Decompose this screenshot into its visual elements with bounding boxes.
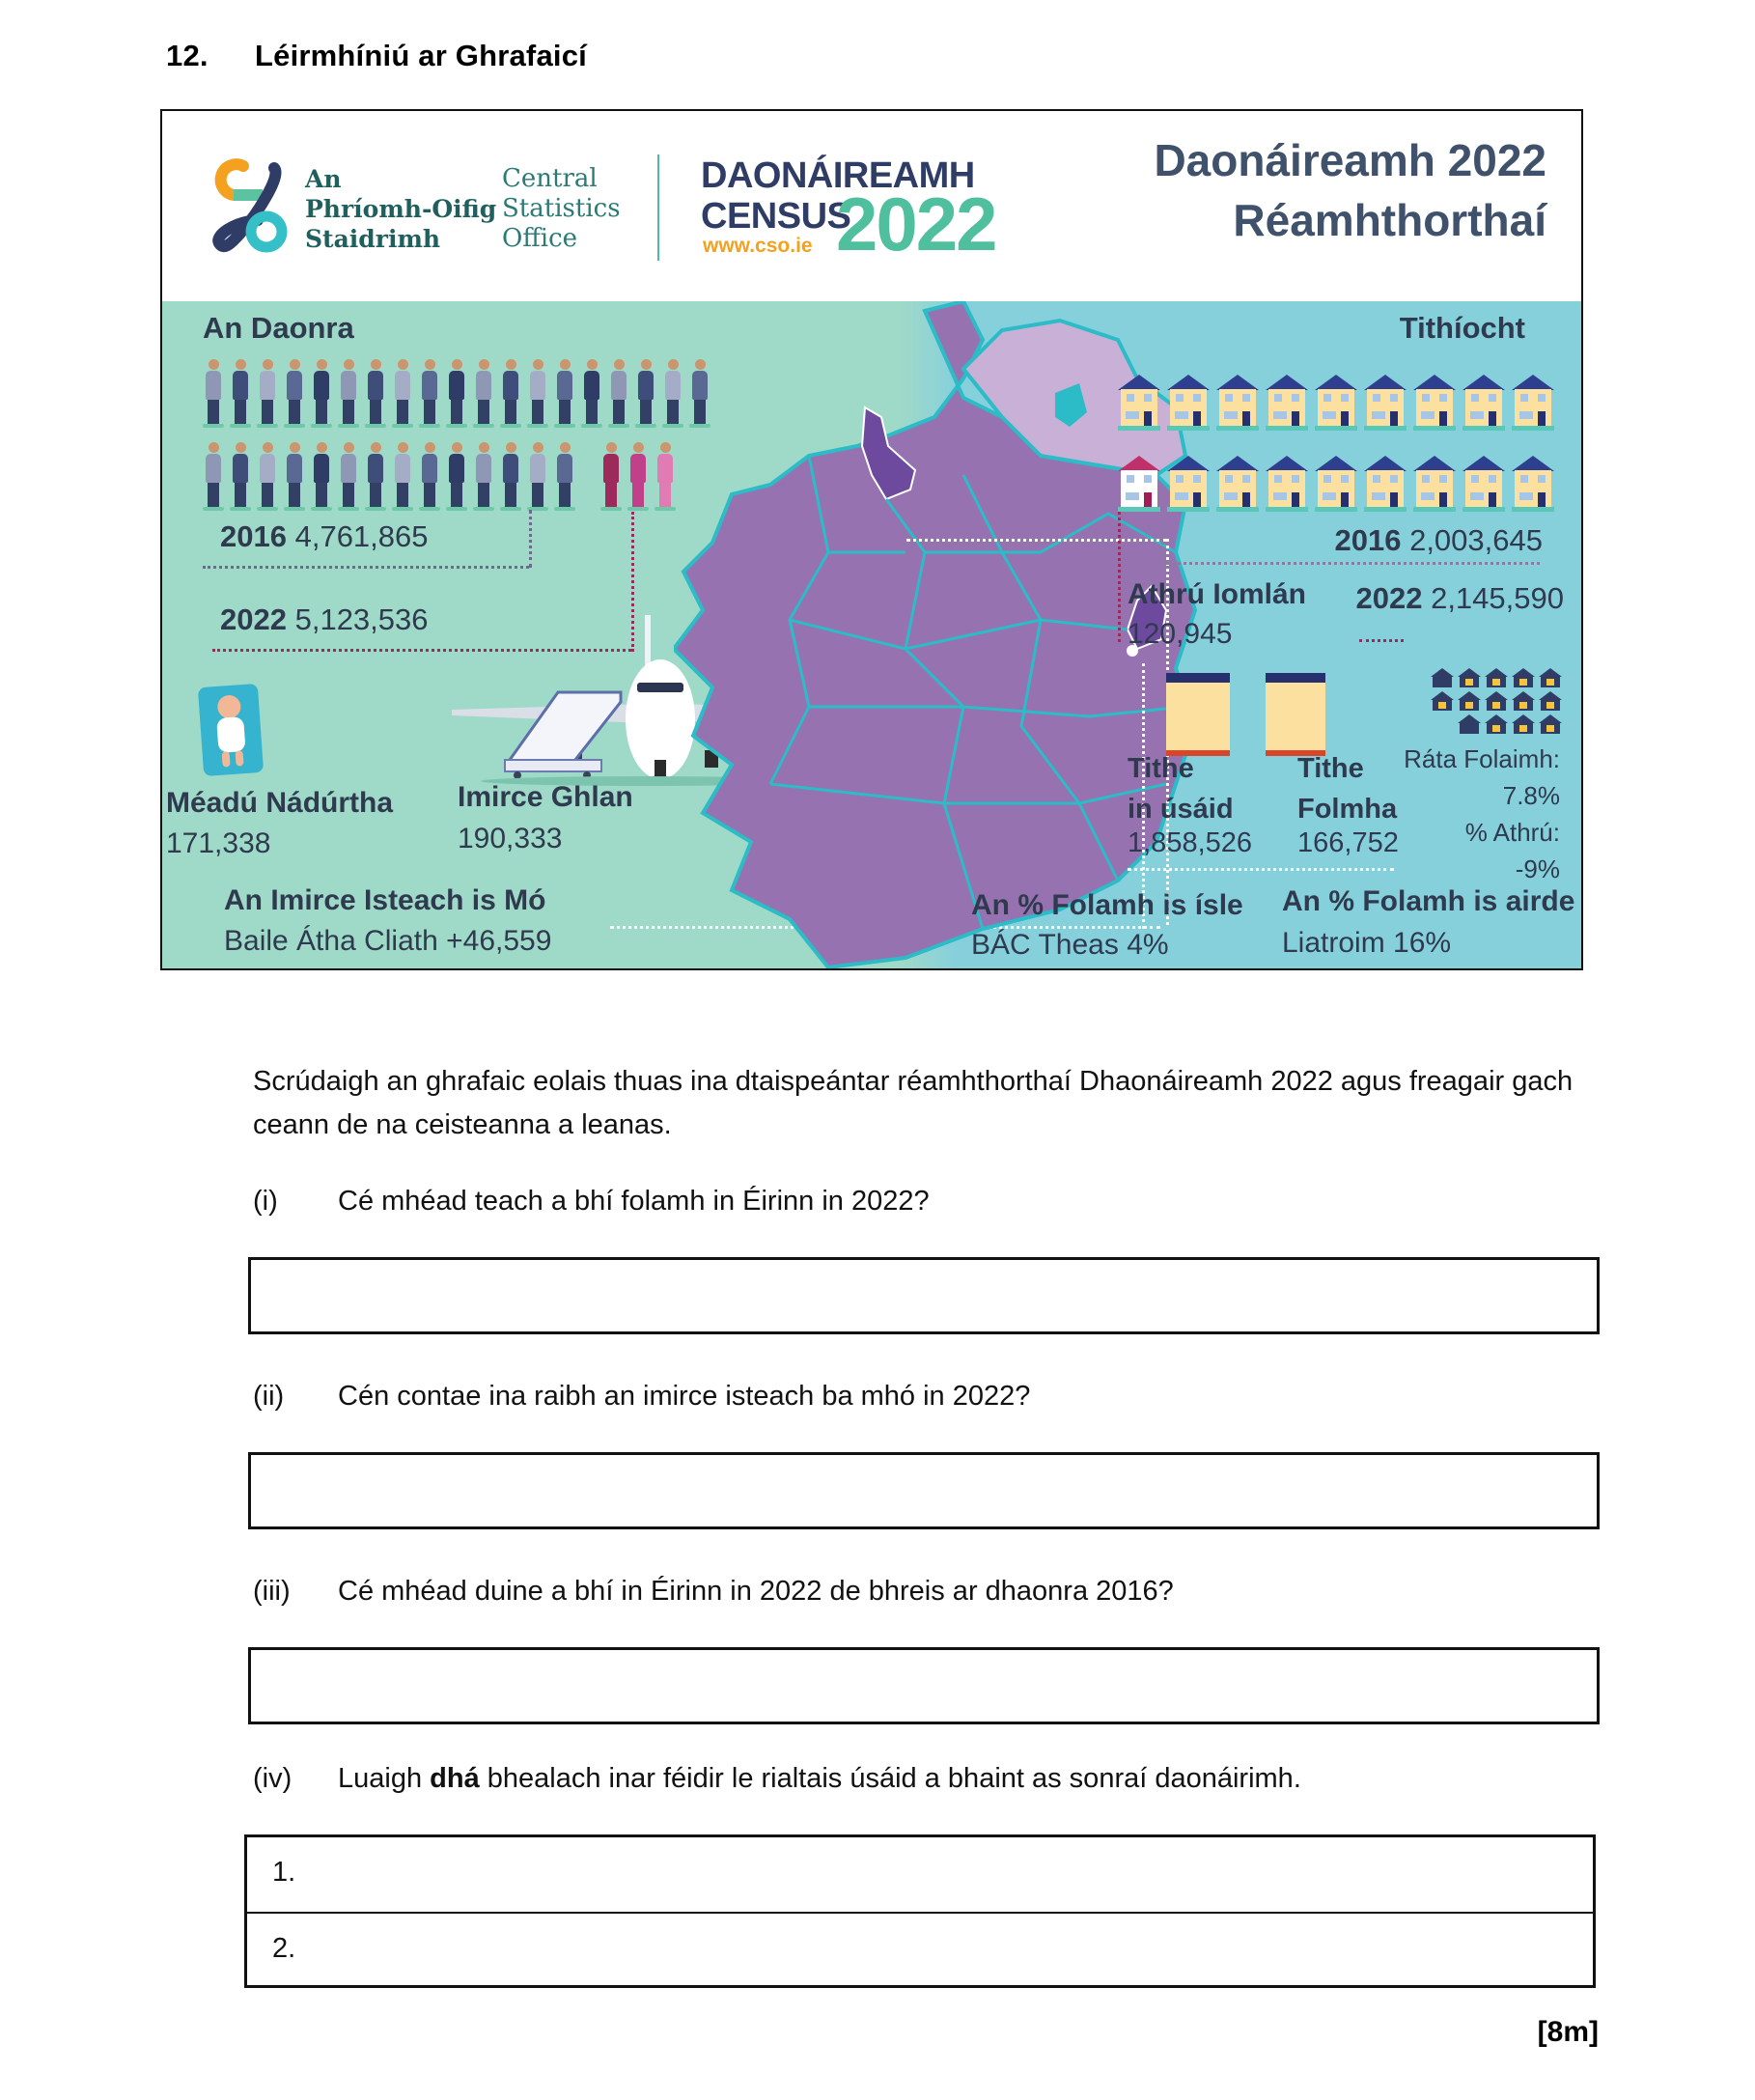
person-icon <box>446 359 467 428</box>
census-badge-english: CENSUS <box>701 196 851 237</box>
population-2022: 2022 5,123,536 <box>220 602 429 636</box>
new-house-icon <box>1118 456 1160 514</box>
small-house-icon <box>1458 691 1481 711</box>
net-migration-value: 190,333 <box>458 823 563 854</box>
house-icon <box>1512 375 1554 433</box>
person-icon <box>500 359 521 428</box>
connector-leitrim <box>906 539 1167 542</box>
small-house-icon <box>1539 691 1562 711</box>
person-icon <box>230 442 251 511</box>
person-icon <box>473 442 494 511</box>
person-icon <box>230 359 251 428</box>
person-icon <box>338 442 359 511</box>
person-icon <box>554 359 575 428</box>
total-change-value: 120,945 <box>1128 618 1233 650</box>
person-icon <box>655 442 676 511</box>
house-icon <box>1216 375 1259 433</box>
house-icon <box>1266 375 1308 433</box>
people-row-2 <box>203 442 676 511</box>
population-2016: 2016 4,761,865 <box>220 519 429 553</box>
question-heading <box>166 39 587 73</box>
person-icon <box>311 359 332 428</box>
cso-logo-icon <box>205 154 292 256</box>
natural-increase-label: Méadú Nádúrtha <box>166 787 394 819</box>
house-icon <box>1315 456 1357 514</box>
census-badge-irish: DAONÁIREAMH <box>701 155 975 196</box>
vacancy-rate: Ráta Folaimh: 7.8% % Athrú: -9% <box>1404 744 1560 883</box>
connector-housing-2016-vertical <box>1161 512 1164 564</box>
infographic-body <box>162 301 1581 970</box>
house-icon <box>1413 375 1456 433</box>
house-icon <box>1364 375 1407 433</box>
house-icon <box>1413 456 1456 514</box>
connector-housing-2016 <box>1161 562 1540 565</box>
census-badge <box>701 157 1019 273</box>
connector-vacant <box>1128 868 1394 871</box>
person-icon <box>419 359 440 428</box>
answer-row-1[interactable] <box>247 1837 1593 1914</box>
instructions: Scrúdaigh an ghrafaic eolais thuas ina dtaispeántar réamhthorthaí Dhaonáireamh 2022 agus freagair gach ceann de na ceisteanna a leanas. <box>253 1066 1574 1140</box>
small-house-icon <box>1431 668 1454 687</box>
small-house-icon <box>1458 714 1481 734</box>
occupied-house-icon <box>1166 673 1230 756</box>
lowest-vacancy-label: An % Folamh is ísle <box>971 889 1243 921</box>
infographic-title: Daonáireamh 2022 Réamhthorthaí <box>1154 135 1546 245</box>
census-year: 2022 <box>836 182 996 266</box>
person-icon <box>581 359 602 428</box>
person-icon <box>527 359 548 428</box>
person-icon <box>284 359 305 428</box>
person-icon <box>608 359 629 428</box>
small-house-icon <box>1539 714 1562 734</box>
vacant-house-icon <box>1266 673 1325 756</box>
houses-row-1 <box>1118 375 1554 433</box>
house-icon <box>1167 375 1210 433</box>
person-icon <box>627 442 649 511</box>
person-icon <box>257 359 278 428</box>
logo-english-name: Central Statistics Office <box>502 164 621 253</box>
small-house-icon <box>1485 668 1508 687</box>
person-icon <box>419 442 440 511</box>
occupied-value: 1,858,526 <box>1128 827 1253 858</box>
vacant-label: Tithe Folmha <box>1297 753 1398 825</box>
house-icon <box>1315 375 1357 433</box>
connector-housing-2022 <box>1359 639 1404 642</box>
small-house-icon <box>1512 714 1535 734</box>
person-icon <box>500 442 521 511</box>
population-heading: An Daonra <box>203 311 354 345</box>
person-icon <box>554 442 575 511</box>
house-icon <box>1364 456 1407 514</box>
largest-inflow-label: An Imirce Isteach is Mó <box>224 884 546 916</box>
person-icon <box>635 359 656 428</box>
vacancy-houses-grid <box>1427 668 1562 738</box>
person-icon <box>311 442 332 511</box>
logo-irish-name: An Phríomh-Oifig Staidrimh <box>305 165 497 253</box>
answer-table-iv <box>244 1834 1596 1988</box>
answer-row-2[interactable] <box>247 1914 1593 1987</box>
small-house-icon <box>1458 668 1481 687</box>
census-infographic <box>160 109 1583 970</box>
person-icon <box>600 442 622 511</box>
lowest-vacancy-value: BÁC Theas 4% <box>971 929 1169 961</box>
house-icon <box>1462 375 1505 433</box>
house-icon <box>1266 456 1308 514</box>
people-row-1 <box>203 359 710 428</box>
answer-row-2-label: 2. <box>272 1933 296 1964</box>
connector-total-change <box>1118 512 1121 642</box>
person-icon <box>446 442 467 511</box>
answer-box-iii[interactable] <box>248 1647 1600 1724</box>
house-icon <box>1462 456 1505 514</box>
house-icon <box>1216 456 1259 514</box>
marks-label: [8m] <box>1537 2016 1599 2048</box>
part-iii-question: (iii) Cé mhéad duine a bhí in Éirinn in 2022 de bhreis ar dhaonra 2016? <box>253 1576 1174 1607</box>
part-ii-question: (ii) Cén contae ina raibh an imirce isteach ba mhó in 2022? <box>253 1381 1031 1412</box>
small-house-icon <box>1431 691 1454 711</box>
housing-heading: Tithíocht <box>1399 311 1525 345</box>
vacant-value: 166,752 <box>1297 827 1399 858</box>
part-i-question: (i) Cé mhéad teach a bhí folamh in Éirinn in 2022? <box>253 1186 930 1217</box>
person-icon <box>527 442 548 511</box>
baby-icon <box>198 684 264 776</box>
part-iv-question: (iv) Luaigh dhá bhealach inar féidir le rialtais úsáid a bhaint as sonraí daonáirimh. <box>253 1763 1301 1794</box>
answer-row-1-label: 1. <box>272 1857 296 1888</box>
largest-inflow-value: Baile Átha Cliath +46,559 <box>224 925 552 957</box>
person-icon <box>365 442 386 511</box>
person-icon <box>257 442 278 511</box>
houses-row-2 <box>1118 456 1554 514</box>
infographic-header <box>162 111 1581 301</box>
natural-increase-value: 171,338 <box>166 827 271 859</box>
small-house-icon <box>1512 691 1535 711</box>
small-house-icon <box>1485 691 1508 711</box>
answer-box-i[interactable] <box>248 1257 1600 1334</box>
question-title: Léirmhíniú ar Ghrafaicí <box>255 39 587 72</box>
occupied-label: Tithe in úsáid <box>1128 753 1234 825</box>
person-icon <box>284 442 305 511</box>
person-icon <box>338 359 359 428</box>
total-change-label: Athrú Iomlán <box>1128 578 1306 610</box>
answer-box-ii[interactable] <box>248 1452 1600 1529</box>
house-icon <box>1167 456 1210 514</box>
house-icon <box>1512 456 1554 514</box>
census-url: www.cso.ie <box>703 235 813 257</box>
small-house-icon <box>1485 714 1508 734</box>
person-icon <box>203 442 224 511</box>
person-icon <box>392 442 413 511</box>
person-icon <box>365 359 386 428</box>
question-number: 12. <box>166 39 209 72</box>
highest-vacancy-value: Liatroim 16% <box>1282 927 1452 959</box>
house-icon <box>1118 375 1160 433</box>
small-house-icon <box>1539 668 1562 687</box>
person-icon <box>473 359 494 428</box>
connector-2016-vertical <box>529 510 532 568</box>
logo-divider <box>657 154 659 261</box>
person-icon <box>203 359 224 428</box>
housing-2016: 2016 2,003,645 <box>1334 523 1543 557</box>
person-icon <box>392 359 413 428</box>
connector-2016 <box>203 566 529 569</box>
net-migration-label: Imirce Ghlan <box>458 781 633 813</box>
housing-2022: 2022 2,145,590 <box>1355 581 1564 615</box>
small-house-icon <box>1512 668 1535 687</box>
highest-vacancy-label: An % Folamh is airde <box>1282 885 1575 917</box>
